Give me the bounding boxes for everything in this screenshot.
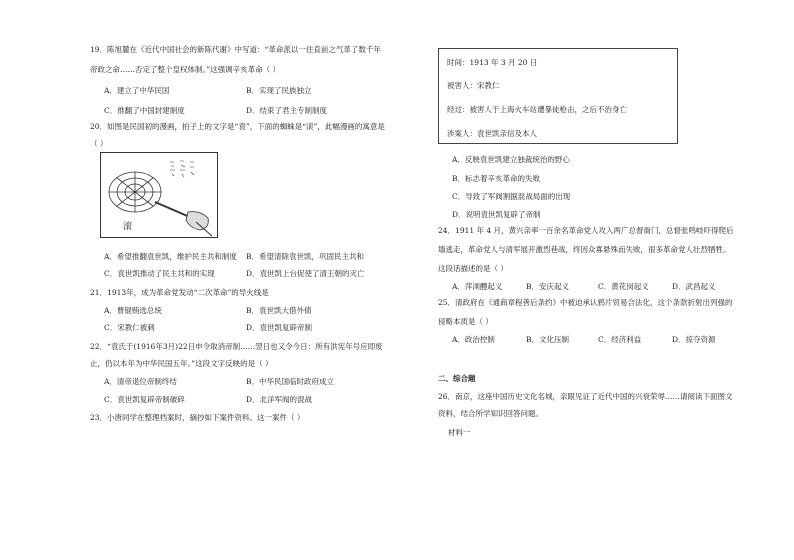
q20-option-b[interactable]: B．希望清除袁世凯，巩固民主共和 <box>246 252 365 261</box>
material-label: 材料一 <box>448 428 471 437</box>
case-info-box <box>438 48 678 144</box>
q22-option-d[interactable]: D．北洋军阀的混战 <box>246 395 313 404</box>
case-victim: 被害人：宋教仁 <box>447 81 500 90</box>
q24-option-a[interactable]: A．萍浏醴起义 <box>452 282 503 291</box>
case-time: 时间：1913 年 3 月 20 日 <box>447 58 538 67</box>
q19-option-c[interactable]: C．推翻了中国封建制度 <box>104 106 185 115</box>
q24-stem-line1: 24．1911 年 4 月，黄兴亲率一百余名革命党人攻入两广总督衙门，总督张鸣岐吓得爬后 <box>438 226 734 235</box>
case-process: 经过：被害人于上海火车站遭暴徒枪击，之后不治身亡 <box>447 105 627 114</box>
q25-option-d[interactable]: D．掠夺资源 <box>672 335 716 344</box>
q23-option-a[interactable]: A．反映袁世凯建立独裁统治的野心 <box>452 155 570 164</box>
q25-stem-line2: 侵略本质是（ ） <box>438 317 493 326</box>
q24-stem-line2: 墙逃走，革命党人与清军展开激烈巷战，终因众寡悬殊而失败，很多革命党人壮烈牺牲。 <box>438 245 731 254</box>
q25-option-b[interactable]: B．文化压制 <box>526 335 570 344</box>
q25-option-c[interactable]: C．经济利益 <box>598 335 642 344</box>
q23-stem: 23．小唐同学在整理档案时，摘抄如下案件资料。这一案件（ ） <box>90 413 305 422</box>
q24-option-b[interactable]: B．安庆起义 <box>526 282 570 291</box>
case-suspect: 涉案人：袁世凯亲信及本人 <box>447 129 537 138</box>
q20-option-d[interactable]: D．袁世凯上台促使了清王朝的灭亡 <box>246 269 365 278</box>
q22-option-c[interactable]: C．袁世凯复辟帝制破碎 <box>104 395 185 404</box>
q23-option-b[interactable]: B．标志着辛亥革命的失败 <box>452 174 541 183</box>
q25-option-a[interactable]: A．政治控制 <box>452 335 495 344</box>
q19-stem-line1: 19．陈旭麓在《近代中国社会的新陈代谢》中写道：“革命派以一往直前之气革了数千年 <box>90 45 381 54</box>
q24-stem-line3: 这段话描述的是（ ） <box>438 264 508 273</box>
q26-stem-line1: 26．南京，这座中国历史文化名城，亲眼见证了近代中国的兴衰荣辱……请阅读下面图文 <box>438 392 733 401</box>
q19-stem-line2: 帝政之命……否定了整个皇权体制。”这强调辛亥革命（ ） <box>90 65 280 74</box>
q26-stem-line2: 资料，结合所学知识回答问题。 <box>438 409 543 418</box>
q25-stem-line1: 25．清政府在《通商章程善后条约》中被迫承认鸦片贸易合法化，这个条款折射出列强的 <box>438 298 733 307</box>
q21-stem: 21．1913年，成为革命党发动“二次革命”的导火线是 <box>90 288 269 297</box>
q19-option-d[interactable]: D．结束了君主专制制度 <box>246 106 328 115</box>
q20-stem-line2: （ ） <box>90 139 108 148</box>
q21-option-c[interactable]: C．宋教仁被刺 <box>104 323 155 332</box>
q22-stem-line2: 止，仍以本年为中华民国五年。”这段文字反映的是（ ） <box>90 359 273 368</box>
q21-option-d[interactable]: D．袁世凯复辟帝制 <box>246 323 313 332</box>
q20-option-a[interactable]: A．希望推翻袁世凯，维护民主共和制度 <box>104 252 237 261</box>
q22-stem-line1: 22．“袁氏于(1916年3月)22日申令取消帝制……翌日也又令今日：所有洪宪年号应即废 <box>90 342 383 351</box>
q23-option-d[interactable]: D．说明袁世凯复辟了帝制 <box>452 210 541 219</box>
section-title: 二、综合题 <box>438 374 476 383</box>
q24-option-d[interactable]: D．武昌起义 <box>672 282 716 291</box>
q20-stem-line1: 20．如图是民国初的漫画，拍子上的文字是“袁”，下面的蜘蛛是“滚”，此幅漫画的寓意是 <box>90 122 385 131</box>
q19-option-a[interactable]: A．建立了中华民国 <box>104 86 170 95</box>
cartoon-label: 滚 <box>123 222 133 232</box>
q20-option-c[interactable]: C．袁世凯推动了民主共和的实现 <box>104 269 215 278</box>
q21-option-a[interactable]: A．曹锟贿选总统 <box>104 306 162 315</box>
q21-option-b[interactable]: B．袁世凯大借外债 <box>246 306 312 315</box>
q22-option-b[interactable]: B．中华民国临时政府成立 <box>246 377 335 386</box>
cartoon-image <box>100 152 218 238</box>
q23-option-c[interactable]: C．导致了军阀割据混战局面的出现 <box>452 192 571 201</box>
q24-option-c[interactable]: C．黄花岗起义 <box>598 282 649 291</box>
q19-option-b[interactable]: B．实现了民族独立 <box>246 86 312 95</box>
q22-option-a[interactable]: A．清帝退位帝制终结 <box>104 377 177 386</box>
